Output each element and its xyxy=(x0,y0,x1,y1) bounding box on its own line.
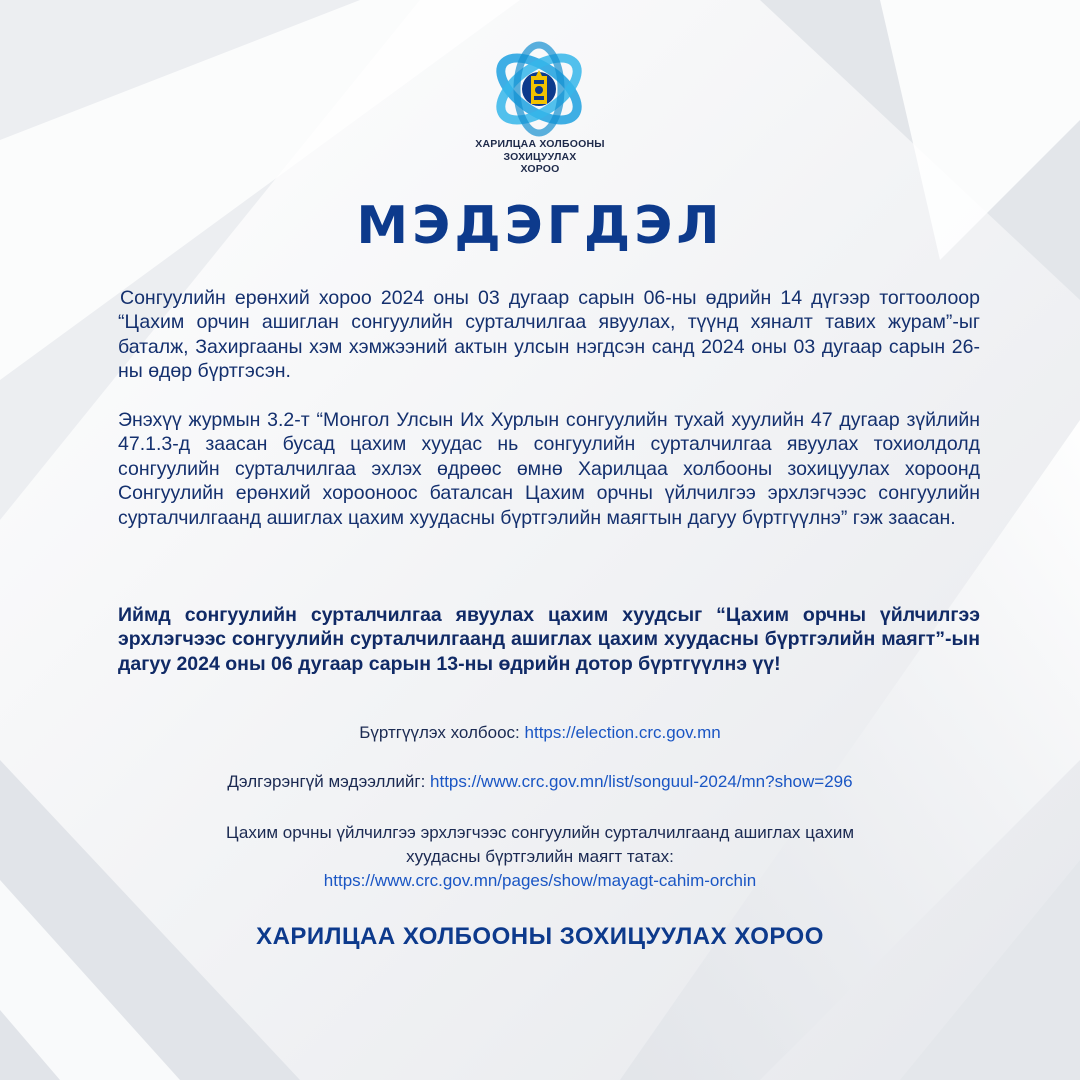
details-link[interactable]: https://www.crc.gov.mn/list/songuul-2024/mn?show=296 xyxy=(430,772,853,791)
org-name-line: ЗОХИЦУУЛАХ xyxy=(503,150,577,163)
register-link-line xyxy=(0,723,1080,743)
details-link-line xyxy=(0,772,1080,792)
form-label-line-1: Цахим орчны үйлчилгээ эрхлэгчээс сонгуулийн сурталчилгаанд ашиглах цахим xyxy=(225,823,855,842)
crc-logo-icon xyxy=(486,40,592,138)
paragraph-1: Сонгуулийн ерөнхий хороо 2024 оны 03 дугаар сарын 06-ны өдрийн 14 дүгээр тогтоолоор “Цахим орчин ашиглан сонгуулийн сурталчилгаа явуулах, түүнд хяналт тавих журам”-ыг баталж, Захиргааны хэм хэмжээний актын улсын нэгдсэн санд 2024 оны 03 дугаар сарын 26-ны өдөр бүртгэсэн. xyxy=(118,287,980,383)
form-label-line-2: хуудасны бүртгэлийн маягт татах: xyxy=(406,847,674,866)
details-label: Дэлгэрэнгүй мэдээллийг: xyxy=(227,772,431,791)
register-label: Бүртгүүлэх холбоос: xyxy=(359,723,525,742)
page-title: МЭДЭГДЭЛ xyxy=(356,196,724,256)
footer-org-name: ХАРИЛЦАА ХОЛБООНЫ ЗОХИЦУУЛАХ ХОРОО xyxy=(256,923,824,950)
form-link-block xyxy=(0,821,1080,893)
org-name-line: ХОРОО xyxy=(520,163,560,175)
register-link[interactable]: https://election.crc.gov.mn xyxy=(524,723,721,742)
paragraph-3: Иймд сонгуулийн сурталчилгаа явуулах цахим хуудсыг “Цахим орчны үйлчилгээ эрхлэгчээс сонгуулийн сурталчилгаанд ашиглах цахим хуудасны бүртгэлийн маягт”-ын дагуу 2024 оны 06 дугаар сарын 13-ны өдрийн дотор бүртгүүлнэ үү! xyxy=(118,604,980,675)
org-name-line: ХАРИЛЦАА ХОЛБООНЫ xyxy=(475,138,605,150)
paragraph-2: Энэхүү журмын 3.2-т “Монгол Улсын Их Хурлын сонгуулийн тухай хуулийн 47 дугаар зүйлийн 47.1.3-д заасан бусад цахим хуудас нь сонгуулийн сурталчилгаа явуулах тохиолдолд сонгуулийн сурталчилгаа эхлэх өдрөөс өмнө Харилцаа холбооны зохицуулах хороонд Сонгуулийн ерөнхий хорооноос баталсан Цахим орчны үйлчилгээ эрхлэгчээс сонгуулийн сурталчилгаанд ашиглах цахим хуудасны бүртгэлийн маягтын дагуу бүртгүүлнэ” гэж заасан. xyxy=(118,409,980,529)
form-download-link[interactable]: https://www.crc.gov.mn/pages/show/mayagt-cahim-orchin xyxy=(323,871,757,890)
org-name-small xyxy=(420,138,660,176)
